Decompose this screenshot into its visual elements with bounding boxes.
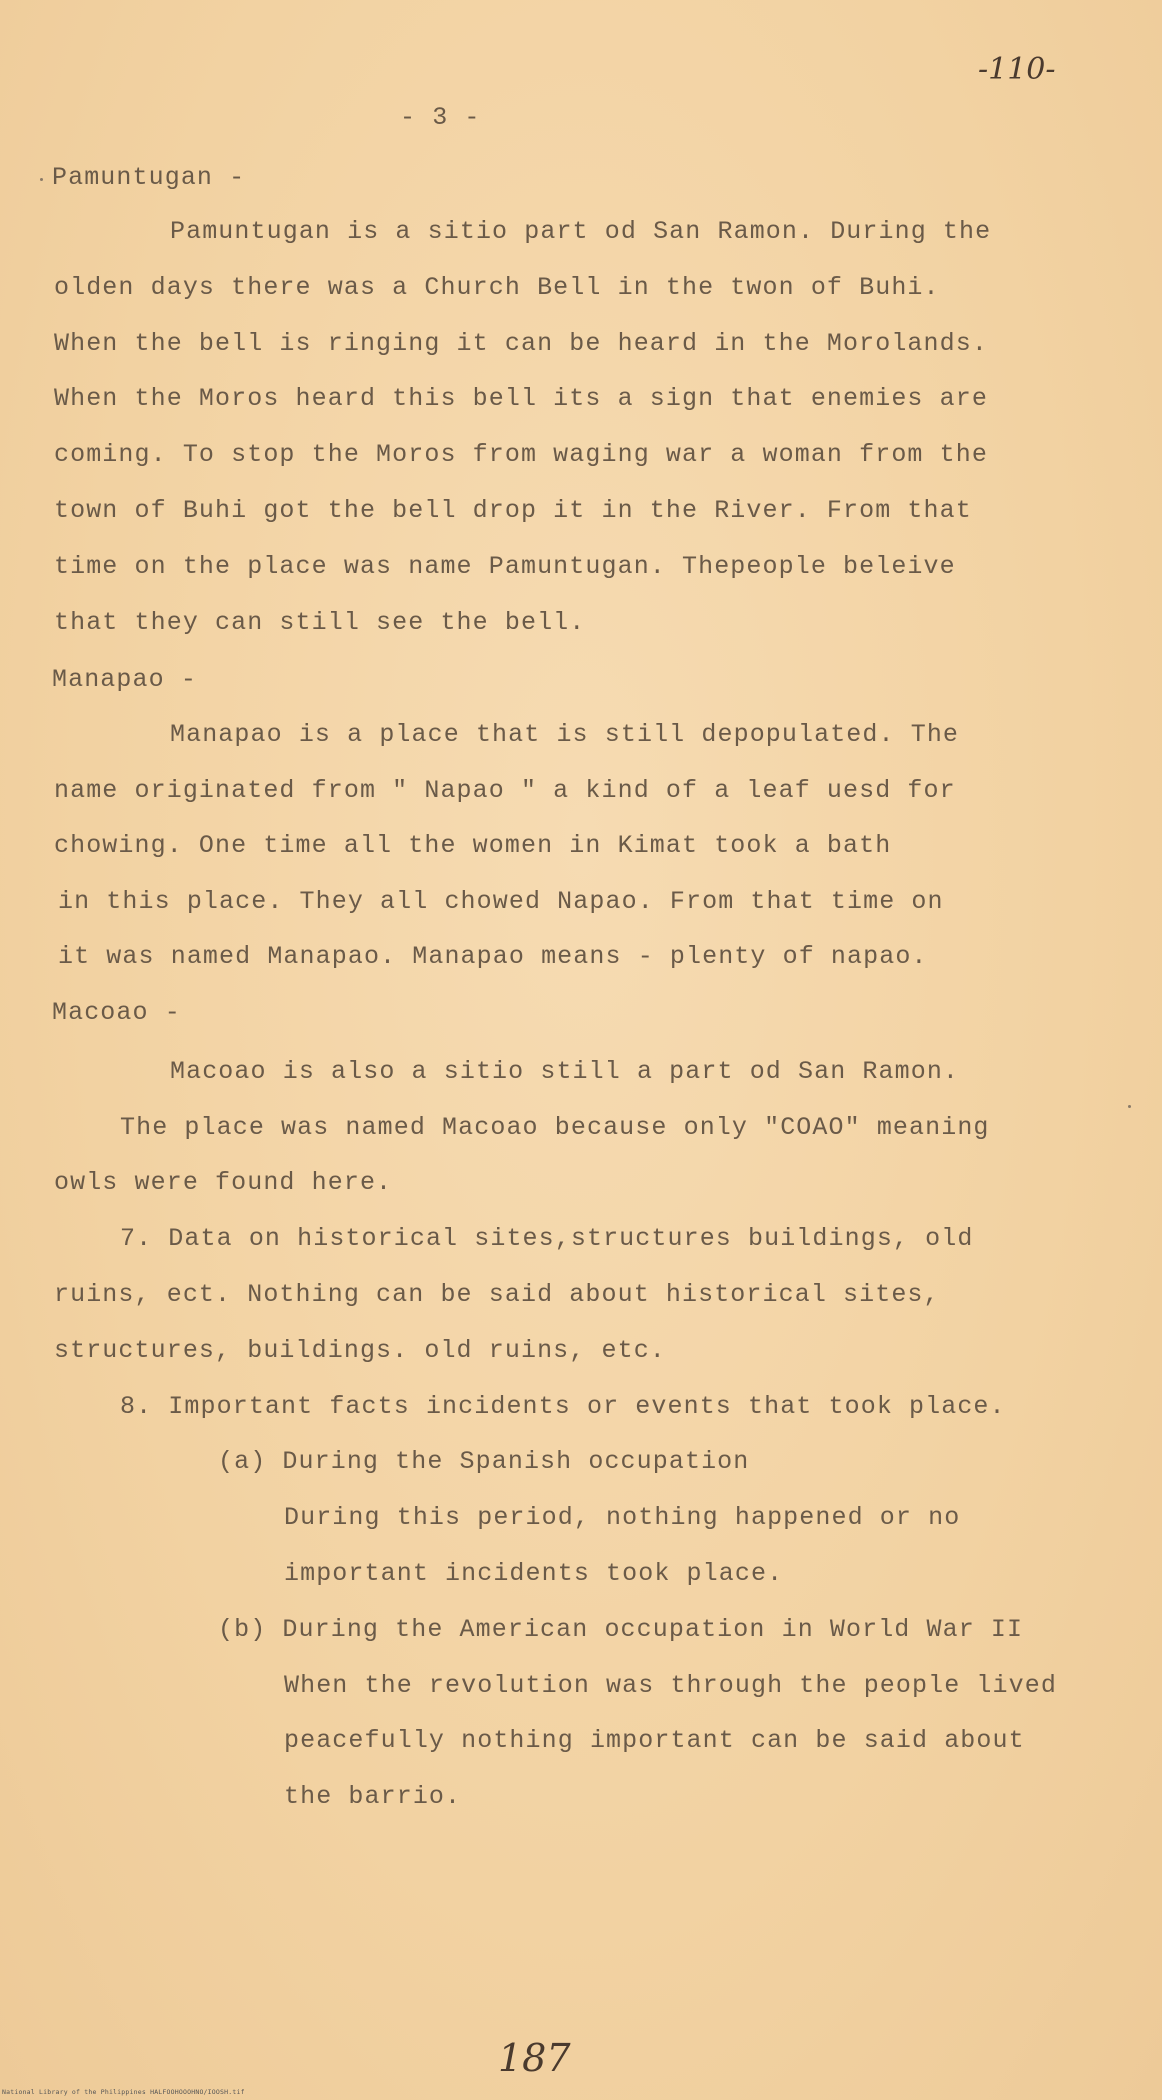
text-line: town of Buhi got the bell drop it in the River. From that [54, 496, 972, 525]
text-line: The place was named Macoao because only "COAO" meaning [120, 1113, 990, 1142]
text-line: During this period, nothing happened or no [284, 1503, 961, 1532]
text-line: owls were found here. [54, 1168, 393, 1197]
text-line: time on the place was name Pamuntugan. Thepeople beleive [54, 552, 956, 581]
text-line: important incidents took place. [284, 1559, 784, 1588]
text-line: name originated from " Napao " a kind of a leaf uesd for [54, 776, 956, 805]
heading-macoao: Macoao - [52, 998, 181, 1027]
heading-pamuntugan: Pamuntugan - [52, 163, 246, 192]
text-line: it was named Manapao. Manapao means - plenty of napao. [58, 942, 928, 971]
text-line: Manapao is a place that is still depopulated. The [170, 720, 960, 749]
text-line: that they can still see the bell. [54, 608, 586, 637]
text-line: When the bell is ringing it can be heard in the Morolands. [54, 329, 988, 358]
text-line: coming. To stop the Moros from waging war a woman from the [54, 440, 988, 469]
heading-manapao: Manapao - [52, 665, 197, 694]
page-marker: - 3 - [400, 103, 481, 132]
page-number-handwritten: 187 [498, 2036, 571, 2080]
text-line: the barrio. [284, 1782, 462, 1811]
speck [40, 178, 43, 181]
text-line: structures, buildings. old ruins, etc. [54, 1336, 666, 1365]
text-line: Macoao is also a sitio still a part od San Ramon. [170, 1057, 960, 1086]
item-7: 7. Data on historical sites,structures buildings, old [120, 1224, 974, 1253]
text-line: Pamuntugan is a sitio part od San Ramon. During the [170, 217, 992, 246]
item-8a: (a) During the Spanish occupation [218, 1447, 750, 1476]
speck [1128, 1105, 1131, 1108]
text-line: ruins, ect. Nothing can be said about historical sites, [54, 1280, 940, 1309]
text-line: peacefully nothing important can be said about [284, 1726, 1025, 1755]
text-line: When the Moros heard this bell its a sign that enemies are [54, 384, 988, 413]
archive-footer: National Library of the Philippines HALFOOHOOOHNO/IOOSH.tif [2, 2088, 245, 2096]
text-line: in this place. They all chowed Napao. From that time on [58, 887, 944, 916]
item-8: 8. Important facts incidents or events that took place. [120, 1392, 1006, 1421]
text-line: When the revolution was through the people lived [284, 1671, 1057, 1700]
text-line: chowing. One time all the women in Kimat took a bath [54, 831, 892, 860]
item-8b: (b) During the American occupation in World War II [218, 1615, 1024, 1644]
text-line: olden days there was a Church Bell in the twon of Buhi. [54, 273, 940, 302]
folio-number: -110- [978, 52, 1056, 87]
